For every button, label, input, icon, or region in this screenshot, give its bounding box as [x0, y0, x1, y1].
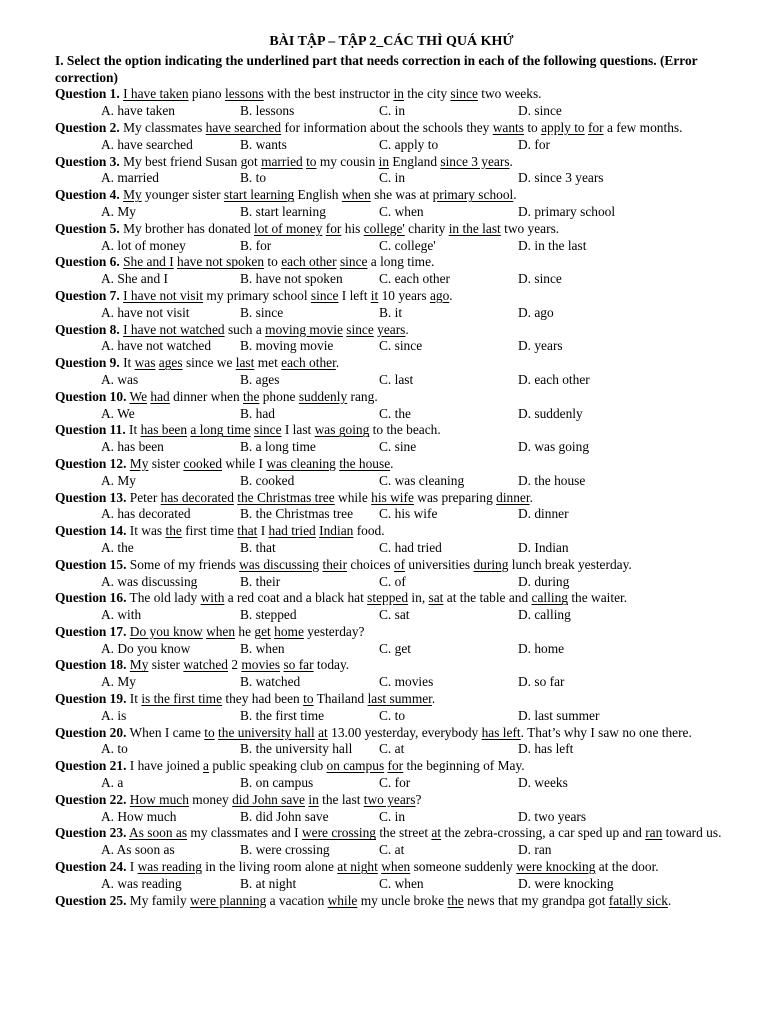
underlined-phrase: since — [339, 254, 368, 270]
option-c: C. college' — [379, 237, 436, 253]
question-20: Question 20. When I came to the university hall at 13.00 yesterday, everybody has left. That’s why I saw no one there. — [55, 724, 692, 740]
option-a: A. My — [101, 472, 136, 488]
question-label: Question 9. — [55, 355, 120, 371]
option-row — [55, 137, 728, 154]
question-label: Question 21. — [55, 758, 127, 774]
question-label: Question 7. — [55, 287, 120, 303]
question-3: Question 3. My best friend Susan got married to my cousin in England since 3 years. — [55, 153, 513, 169]
option-b: B. at night — [240, 875, 297, 891]
option-a: A. have taken — [101, 103, 175, 119]
option-d: D. each other — [518, 371, 590, 387]
option-c: C. in — [379, 170, 406, 186]
option-b: B. wants — [240, 136, 287, 152]
option-d: D. during — [518, 573, 570, 589]
underlined-phrase: the — [165, 523, 182, 539]
question-label: Question 11. — [55, 422, 126, 438]
question-15: Question 15. Some of my friends was discussing their choices of universities during lunch break yesterday. — [55, 556, 632, 572]
option-d: D. in the last — [518, 237, 587, 253]
underlined-phrase: since — [310, 287, 339, 303]
underlined-phrase: ages — [158, 355, 183, 371]
question-label: Question 16. — [55, 590, 127, 606]
underlined-phrase: was discussing — [239, 556, 320, 572]
underlined-phrase: last — [235, 355, 255, 371]
underlined-phrase: start learning — [223, 187, 295, 203]
underlined-phrase: each other — [281, 254, 337, 270]
question-14: Question 14. It was the first time that I had tried Indian food. — [55, 523, 385, 539]
option-row — [55, 372, 728, 389]
option-row — [55, 170, 728, 187]
question-18: Question 18. My sister watched 2 movies so far today. — [55, 657, 350, 673]
question-label: Question 12. — [55, 455, 127, 471]
question-10: Question 10. We had dinner when the phone suddenly rang. — [55, 388, 378, 404]
question-list — [55, 86, 728, 909]
option-c: C. of — [379, 573, 406, 589]
underlined-phrase: calling — [531, 590, 568, 606]
option-b: B. were crossing — [240, 842, 330, 858]
option-a: A. is — [101, 707, 127, 723]
question-21: Question 21. I have joined a public speaking club on campus for the beginning of May. — [55, 758, 525, 774]
option-a: A. married — [101, 170, 160, 186]
option-a: A. has been — [101, 439, 164, 455]
option-row — [55, 540, 728, 557]
underlined-phrase: married — [261, 153, 303, 169]
underlined-phrase: since 3 years — [440, 153, 510, 169]
option-row — [55, 674, 728, 691]
underlined-phrase: in — [378, 153, 390, 169]
question-label: Question 6. — [55, 254, 120, 270]
option-b: B. had — [240, 405, 275, 421]
option-row — [55, 439, 728, 456]
underlined-phrase: so far — [283, 657, 314, 673]
underlined-phrase: to — [306, 153, 317, 169]
underlined-phrase: his wife — [371, 489, 414, 505]
option-d: D. last summer — [518, 707, 600, 723]
option-c: C. at — [379, 842, 405, 858]
question-label: Question 19. — [55, 691, 127, 707]
underlined-phrase: ago — [429, 287, 450, 303]
option-row — [55, 305, 728, 322]
question-label: Question 20. — [55, 724, 127, 740]
option-b: B. have not spoken — [240, 271, 343, 287]
option-d: D. since — [518, 271, 562, 287]
option-c: C. at — [379, 741, 405, 757]
underlined-phrase: fatally sick — [608, 892, 668, 908]
option-row — [55, 271, 728, 288]
underlined-phrase: their — [322, 556, 348, 572]
question-11: Question 11. It has been a long time since I last was going to the beach. — [55, 422, 441, 438]
option-d: D. ago — [518, 304, 554, 320]
question-4: Question 4. My younger sister start learning English when she was at primary school. — [55, 187, 517, 203]
question-label: Question 3. — [55, 153, 120, 169]
underlined-phrase: last summer — [367, 691, 432, 707]
underlined-phrase: has been — [140, 422, 188, 438]
option-a: A. lot of money — [101, 237, 186, 253]
option-c: C. when — [379, 203, 424, 219]
option-row — [55, 574, 728, 591]
option-row — [55, 842, 728, 859]
option-d: D. ran — [518, 842, 552, 858]
option-b: B. the Christmas tree — [240, 506, 354, 522]
option-c: C. movies — [379, 674, 434, 690]
option-a: A. She and I — [101, 271, 168, 287]
option-row — [55, 204, 728, 221]
underlined-phrase: moving movie — [265, 321, 343, 337]
option-a: A. a — [101, 775, 124, 791]
option-b: B. watched — [240, 674, 301, 690]
option-a: A. My — [101, 203, 136, 219]
underlined-phrase: at night — [337, 859, 378, 875]
underlined-phrase: when — [381, 859, 411, 875]
question-label: Question 15. — [55, 556, 127, 572]
question-1: Question 1. I have taken piano lessons with the best instructor in the city since two weeks. — [55, 86, 542, 102]
option-c: C. had tried — [379, 539, 442, 555]
underlined-phrase: of — [393, 556, 406, 572]
option-b: B. for — [240, 237, 272, 253]
option-c: C. in — [379, 808, 406, 824]
underlined-phrase: since — [346, 321, 374, 337]
underlined-phrase: stepped — [367, 590, 409, 606]
option-d: D. so far — [518, 674, 565, 690]
option-a: A. with — [101, 607, 142, 623]
question-13: Question 13. Peter has decorated the Christmas tree while his wife was preparing dinner. — [55, 489, 533, 505]
question-24: Question 24. I was reading in the living room alone at night when someone suddenly were knocking at the door. — [55, 859, 659, 875]
option-row — [55, 607, 728, 624]
underlined-phrase: wants — [492, 119, 524, 135]
underlined-phrase: was cleaning — [266, 455, 336, 471]
question-6: Question 6. She and I have not spoken to each other since a long time. — [55, 254, 435, 270]
underlined-phrase: My — [123, 187, 142, 203]
underlined-phrase: the university hall — [218, 724, 315, 740]
option-b: B. lessons — [240, 103, 295, 119]
option-d: D. two years — [518, 808, 587, 824]
option-row — [55, 876, 728, 893]
option-b: B. their — [240, 573, 281, 589]
option-row — [55, 103, 728, 120]
question-23: Question 23. As soon as my classmates and I were crossing the street at the zebra-crossing, a car sped up and ran toward us. — [55, 825, 722, 841]
question-7: Question 7. I have not visit my primary school since I left it 10 years ago. — [55, 287, 453, 303]
underlined-phrase: during — [473, 556, 509, 572]
underlined-phrase: My — [129, 455, 149, 471]
underlined-phrase: watched — [183, 657, 228, 673]
option-d: D. the house — [518, 472, 586, 488]
option-a: A. have searched — [101, 136, 193, 152]
underlined-phrase: for — [325, 220, 342, 236]
question-label: Question 2. — [55, 119, 120, 135]
underlined-phrase: that — [237, 523, 258, 539]
option-b: B. on campus — [240, 775, 314, 791]
underlined-phrase: have not spoken — [177, 254, 265, 270]
underlined-phrase: since — [254, 422, 282, 438]
underlined-phrase: the house — [339, 455, 391, 471]
underlined-phrase: She and I — [123, 254, 174, 270]
underlined-phrase: has left — [481, 724, 521, 740]
option-b: B. stepped — [240, 607, 297, 623]
underlined-phrase: at — [431, 825, 442, 841]
option-a: A. to — [101, 741, 128, 757]
underlined-phrase: the — [243, 388, 260, 404]
question-5: Question 5. My brother has donated lot of money for his college' charity in the last two years. — [55, 220, 560, 236]
option-row — [55, 506, 728, 523]
worksheet-title: BÀI TẬP – TẬP 2_CÁC THÌ QUÁ KHỨ — [269, 34, 514, 49]
underlined-phrase: the — [447, 892, 464, 908]
option-b: B. ages — [240, 371, 280, 387]
option-a: A. As soon as — [101, 842, 175, 858]
option-d: D. calling — [518, 607, 571, 623]
underlined-phrase: sat — [428, 590, 444, 606]
question-label: Question 4. — [55, 187, 120, 203]
option-b: B. a long time — [240, 439, 316, 455]
question-label: Question 18. — [55, 657, 127, 673]
underlined-phrase: had — [150, 388, 170, 404]
option-d: D. were knocking — [518, 875, 614, 891]
underlined-phrase: when — [341, 187, 371, 203]
underlined-phrase: was — [134, 355, 156, 371]
option-c: C. get — [379, 640, 411, 656]
option-b: B. cooked — [240, 472, 295, 488]
question-label: Question 1. — [55, 86, 120, 102]
underlined-phrase: to — [303, 691, 314, 707]
underlined-phrase: lessons — [224, 86, 264, 102]
option-d: D. home — [518, 640, 565, 656]
underlined-phrase: I have not visit — [123, 287, 204, 303]
option-a: A. How much — [101, 808, 177, 824]
underlined-phrase: were crossing — [301, 825, 376, 841]
option-b: B. when — [240, 640, 285, 656]
option-a: A. have not visit — [101, 304, 190, 320]
option-d: D. for — [518, 136, 550, 152]
option-c: C. sine — [379, 439, 417, 455]
underlined-phrase: suddenly — [298, 388, 348, 404]
option-c: C. in — [379, 103, 406, 119]
option-d: D. has left — [518, 741, 574, 757]
option-d: D. since — [518, 103, 562, 119]
option-c: C. was cleaning — [379, 472, 465, 488]
underlined-phrase: Do you know — [129, 623, 203, 639]
option-c: C. since — [379, 338, 423, 354]
underlined-phrase: the Christmas tree — [237, 489, 335, 505]
question-label: Question 17. — [55, 623, 127, 639]
question-label: Question 5. — [55, 220, 120, 236]
underlined-phrase: has decorated — [160, 489, 234, 505]
option-row — [55, 809, 728, 826]
option-b: B. that — [240, 539, 276, 555]
option-a: A. Do you know — [101, 640, 191, 656]
underlined-phrase: We — [129, 388, 148, 404]
underlined-phrase: I have taken — [123, 86, 189, 102]
option-row — [55, 741, 728, 758]
option-a: A. have not watched — [101, 338, 212, 354]
option-c: C. to — [379, 707, 406, 723]
question-label: Question 10. — [55, 388, 127, 404]
question-17: Question 17. Do you know when he get home yesterday? — [55, 623, 365, 639]
option-d: D. weeks — [518, 775, 568, 791]
underlined-phrase: had tried — [268, 523, 316, 539]
question-9: Question 9. It was ages since we last met each other. — [55, 355, 340, 371]
option-c: C. when — [379, 875, 424, 891]
underlined-phrase: were knocking — [516, 859, 596, 875]
underlined-phrase: home — [274, 623, 304, 639]
question-label: Question 8. — [55, 321, 120, 337]
option-row — [55, 641, 728, 658]
option-b: B. to — [240, 170, 267, 186]
option-d: D. dinner — [518, 506, 569, 522]
underlined-phrase: a — [203, 758, 209, 774]
option-d: D. primary school — [518, 203, 616, 219]
underlined-phrase: at — [318, 724, 328, 740]
underlined-phrase: have searched — [205, 119, 282, 135]
underlined-phrase: since — [450, 86, 478, 102]
option-c: C. for — [379, 775, 411, 791]
question-8: Question 8. I have not watched such a moving movie since years. — [55, 321, 409, 337]
option-c: C. last — [379, 371, 414, 387]
question-19: Question 19. It is the first time they had been to Thailand last summer. — [55, 691, 436, 707]
option-b: B. start learning — [240, 203, 326, 219]
instruction: I. Select the option indicating the underlined part that needs correction in each of the following questions. (Error correction) — [55, 52, 698, 85]
underlined-phrase: for — [387, 758, 404, 774]
underlined-phrase: college' — [363, 220, 405, 236]
option-a: A. We — [101, 405, 135, 421]
option-c: C. his wife — [379, 506, 438, 522]
underlined-phrase: lot of money — [253, 220, 323, 236]
option-d: D. Indian — [518, 539, 569, 555]
question-label: Question 13. — [55, 489, 127, 505]
underlined-phrase: a long time — [190, 422, 251, 438]
option-d: D. suddenly — [518, 405, 583, 421]
option-c: C. each other — [379, 271, 451, 287]
underlined-phrase: Indian — [319, 523, 354, 539]
question-label: Question 14. — [55, 523, 127, 539]
question-2: Question 2. My classmates have searched for information about the schools they wants to apply to for a few months. — [55, 119, 683, 135]
underlined-phrase: to — [204, 724, 215, 740]
underlined-phrase: As soon as — [129, 825, 188, 841]
underlined-phrase: movies — [241, 657, 281, 673]
option-a: A. was — [101, 371, 139, 387]
option-b: B. moving movie — [240, 338, 334, 354]
underlined-phrase: did John save — [232, 791, 305, 807]
question-label: Question 25. — [55, 892, 127, 908]
question-12: Question 12. My sister cooked while I was cleaning the house. — [55, 455, 394, 471]
option-a: A. was discussing — [101, 573, 198, 589]
underlined-phrase: in — [308, 791, 319, 807]
option-b: B. the first time — [240, 707, 325, 723]
option-c: C. sat — [379, 607, 410, 623]
underlined-phrase: on campus — [326, 758, 385, 774]
question-label: Question 22. — [55, 791, 127, 807]
option-row — [55, 338, 728, 355]
underlined-phrase: years — [377, 321, 406, 337]
option-row — [55, 708, 728, 725]
option-row — [55, 238, 728, 255]
underlined-phrase: get — [254, 623, 271, 639]
question-label: Question 23. — [55, 825, 127, 841]
option-row — [55, 775, 728, 792]
underlined-phrase: while — [327, 892, 358, 908]
underlined-phrase: apply to — [541, 119, 585, 135]
option-b: B. did John save — [240, 808, 329, 824]
underlined-phrase: each other — [281, 355, 336, 371]
option-c: C. the — [379, 405, 411, 421]
underlined-phrase: is the first time — [141, 691, 223, 707]
question-label: Question 24. — [55, 859, 127, 875]
option-a: A. was reading — [101, 875, 182, 891]
option-row — [55, 473, 728, 490]
option-b: B. the university hall — [240, 741, 353, 757]
underlined-phrase: primary school — [432, 187, 514, 203]
option-d: D. years — [518, 338, 563, 354]
option-a: A. My — [101, 674, 136, 690]
underlined-phrase: when — [206, 623, 236, 639]
underlined-phrase: with — [200, 590, 225, 606]
underlined-phrase: it — [370, 287, 379, 303]
underlined-phrase: in the last — [448, 220, 501, 236]
question-22: Question 22. How much money did John save in the last two years? — [55, 791, 422, 807]
question-16: Question 16. The old lady with a red coat and a black hat stepped in, sat at the table and calling the waiter. — [55, 590, 628, 606]
underlined-phrase: dinner — [496, 489, 530, 505]
option-d: D. since 3 years — [518, 170, 604, 186]
underlined-phrase: I have not watched — [123, 321, 225, 337]
underlined-phrase: for — [587, 119, 604, 135]
underlined-phrase: were planning — [190, 892, 267, 908]
option-a: A. the — [101, 539, 134, 555]
option-row — [55, 406, 728, 423]
option-c: C. apply to — [379, 136, 439, 152]
option-a: A. has decorated — [101, 506, 191, 522]
underlined-phrase: in — [393, 86, 404, 102]
option-c: B. it — [379, 304, 403, 320]
underlined-phrase: How much — [129, 791, 189, 807]
underlined-phrase: two years — [363, 791, 416, 807]
underlined-phrase: cooked — [183, 455, 223, 471]
underlined-phrase: My — [129, 657, 149, 673]
underlined-phrase: was reading — [137, 859, 202, 875]
underlined-phrase: was going — [314, 422, 370, 438]
underlined-phrase: ran — [645, 825, 663, 841]
option-d: D. was going — [518, 439, 590, 455]
question-25: Question 25. My family were planning a vacation while my uncle broke the news that my grandpa got fatally sick. — [55, 892, 672, 908]
option-b: B. since — [240, 304, 284, 320]
